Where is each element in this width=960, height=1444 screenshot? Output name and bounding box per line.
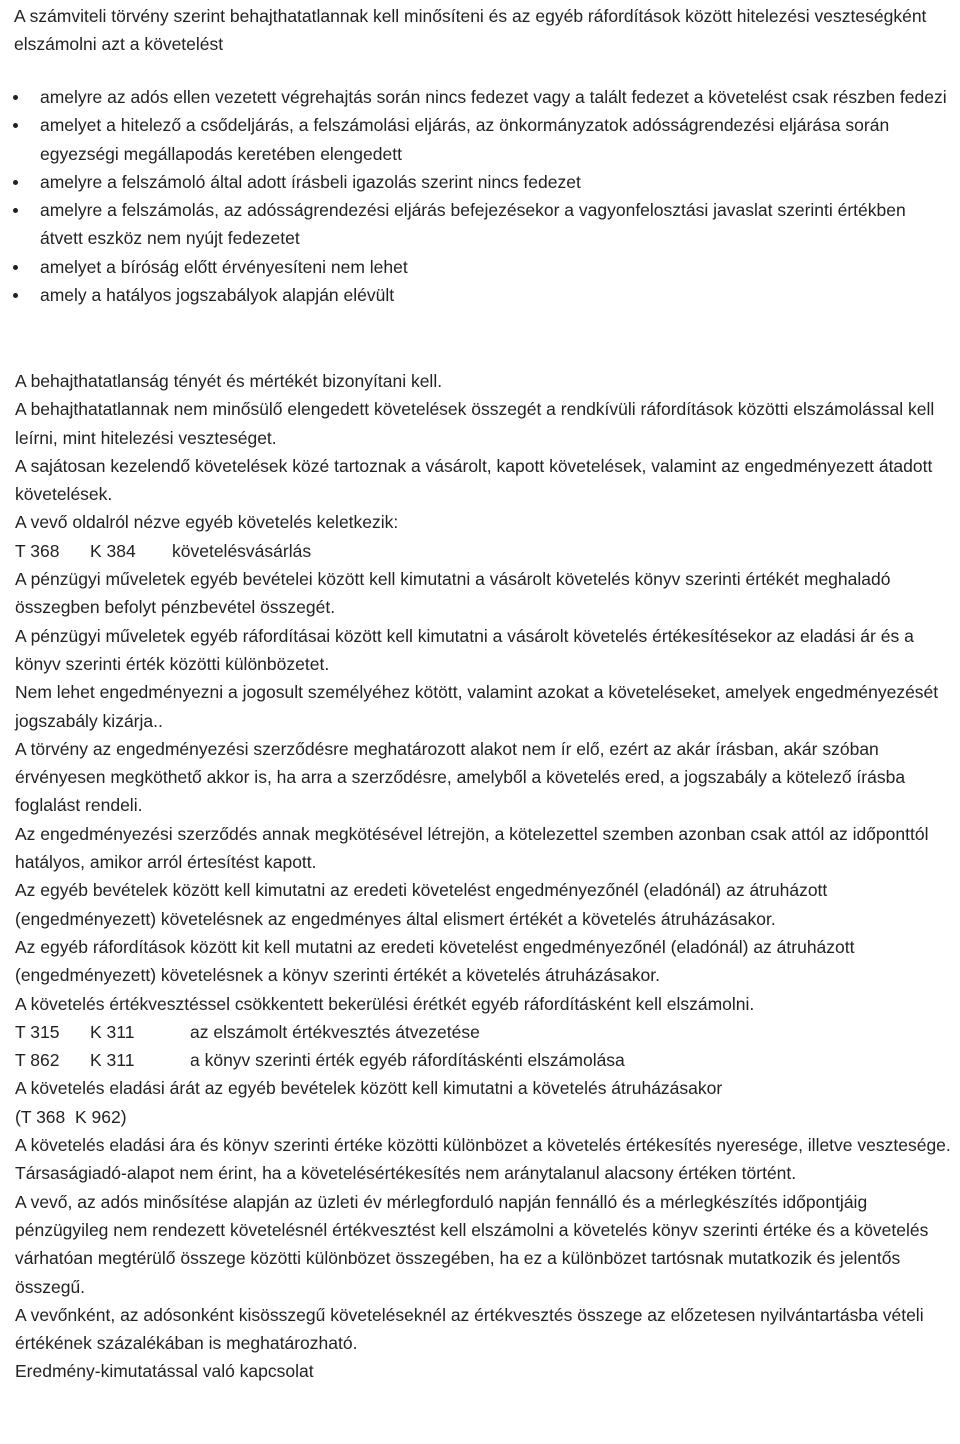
ledger-note: (T 368 K 962): [15, 1106, 127, 1127]
entry-description: az elszámolt értékvesztés átvezetése: [190, 1021, 480, 1042]
bullet-icon: [13, 123, 18, 128]
paragraph: Az egyéb bevételek között kell kimutatni az eredeti követelést engedményezőnél (eladónál) az átruházott (engedményezett) követelésnek az engedményes által elismert értékét a követelés átruházásakor.: [15, 880, 828, 929]
paragraph: A behajthatatlanság tényét és mértékét bizonyítani kell.: [15, 371, 443, 391]
debit-account: T 862: [15, 1050, 60, 1071]
list-item: [0, 168, 960, 196]
paragraph: A követelés eladási árát az egyéb bevételek között kell kimutatni a követelés átruházásakor: [15, 1078, 723, 1099]
ledger-entry: [15, 1046, 960, 1074]
list-item: [0, 83, 960, 111]
paragraph: Az engedményezési szerződés annak megkötésével létrejön, a kötelezettel szemben azonban csak attól az időponttól hatályos, amikor arról értesítést kapott.: [15, 823, 929, 873]
paragraph: A pénzügyi műveletek egyéb bevételei között kell kimutatni a vásárolt követelés könyv szerinti értékét meghaladó összegben befolyt pénzbevétel összegét.: [15, 569, 891, 618]
bullet-icon: [13, 95, 18, 100]
list-item-text: amelyet a hitelező a csődeljárás, a felszámolási eljárás, az önkormányzatok adósságrendezési eljárása során egyezségi megállapodás keretében elengedett: [40, 115, 890, 164]
list-item-text: amelyre a felszámoló által adott írásbeli igazolás szerint nincs fedezet: [40, 171, 581, 192]
credit-account: K 384: [90, 540, 136, 561]
list-item-text: amely a hatályos jogszabályok alapján elévült: [40, 285, 395, 306]
paragraph: A vevőnként, az adósonként kisösszegű követeléseknél az értékvesztés összege az előzetesen nyilvántartásba vételi értékének százalékában is meghatározható.: [15, 1304, 924, 1354]
entry-description: követelésvásárlás: [172, 540, 312, 561]
bullet-icon: [13, 208, 18, 213]
list-item-text: amelyre az adós ellen vezetett végrehajtás során nincs fedezet vagy a talált fedezet a követelést csak részben fedezi: [40, 87, 947, 107]
list-item-text: amelyet a bíróság előtt érvényesíteni nem lehet: [40, 256, 408, 277]
paragraph: A behajthatatlannak nem minősülő elengedett követelések összegét a rendkívüli ráfordítások közötti elszámolással kell leírni, mint hitelezési veszteséget.: [15, 399, 935, 448]
body-text: [15, 367, 960, 1386]
credit-account: K 311: [90, 1050, 135, 1071]
list-item: [0, 253, 960, 281]
paragraph: Nem lehet engedményezni a jogosult személyéhez kötött, valamint azokat a követeléseket, amelyek engedményezését jogszabály kizárja..: [15, 682, 939, 731]
credit-account: K 311: [90, 1021, 135, 1042]
paragraph: A vevő oldalról nézve egyéb követelés keletkezik:: [15, 512, 399, 533]
bullet-icon: [13, 293, 18, 298]
paragraph: A vevő, az adós minősítése alapján az üzleti év mérlegforduló napján fennálló és a mérlegkészítés időpontjáig pénzügyileg nem rendezett követelésnél értékvesztést kell elszámolni a követelés könyv szerinti értéke és a követelés várhatóan megtérülő összege közötti különbözet összegében, ha ez a különbözet tartósnak mutatkozik és jelentős összegű.: [15, 1191, 929, 1297]
list-item-text: amelyre a felszámolás, az adósságrendezési eljárás befejezésekor a vagyonfelosztási javaslat szerinti értékben átvett eszköz nem nyújt fedezetet: [40, 200, 906, 249]
paragraph: A pénzügyi műveletek egyéb ráfordításai között kell kimutatni a vásárolt követelés értékesítésekor az eladási ár és a könyv szerinti érték közötti különbözetet.: [15, 625, 914, 674]
paragraph: Az egyéb ráfordítások között kit kell mutatni az eredeti követelést engedményezőnél (eladónál) az átruházott (engedményezett) követelésnek a könyv szerinti értékét a követelés átruházásakor.: [15, 936, 855, 986]
debit-account: T 368: [15, 540, 60, 561]
bullet-icon: [13, 180, 18, 185]
intro-paragraph: A számviteli törvény szerint behajthatatlannak kell minősíteni és az egyéb ráfordítások között hitelezési veszteségként elszámolni azt a követelést: [14, 6, 927, 54]
paragraph: A követelés értékvesztéssel csökkentett bekerülési érétkét egyéb ráfordításként kell elszámolni.: [15, 993, 755, 1014]
conditions-list: [0, 83, 960, 309]
section-heading: Eredmény-kimutatással való kapcsolat: [15, 1361, 314, 1382]
list-item: [0, 111, 960, 168]
entry-description: a könyv szerinti érték egyéb ráfordításkénti elszámolása: [190, 1050, 625, 1071]
bullet-icon: [13, 265, 18, 270]
paragraph: A törvény az engedményezési szerződésre meghatározott alakot nem ír elő, ezért az akár írásban, akár szóban érvényesen megköthető akkor is, ha arra a szerződésre, amelyből a követelés ered, a jogszabály a kötelező írásba foglalást rendeli.: [15, 738, 906, 816]
ledger-entry: [15, 537, 960, 565]
ledger-entry: [15, 1018, 960, 1046]
debit-account: T 315: [15, 1021, 60, 1042]
list-item: [0, 196, 960, 253]
paragraph: A követelés eladási ára és könyv szerinti értéke közötti különbözet a követelés értékesítés nyeresége, illetve vesztesége. Társaságiadó-alapot nem érint, ha a követelésértékesítés nem aránytalanul alacsony értéken történt.: [15, 1135, 951, 1184]
paragraph: A sajátosan kezelendő követelések közé tartoznak a vásárolt, kapott követelések, valamint az engedményezett átadott követelések.: [15, 455, 933, 505]
list-item: [0, 281, 960, 309]
